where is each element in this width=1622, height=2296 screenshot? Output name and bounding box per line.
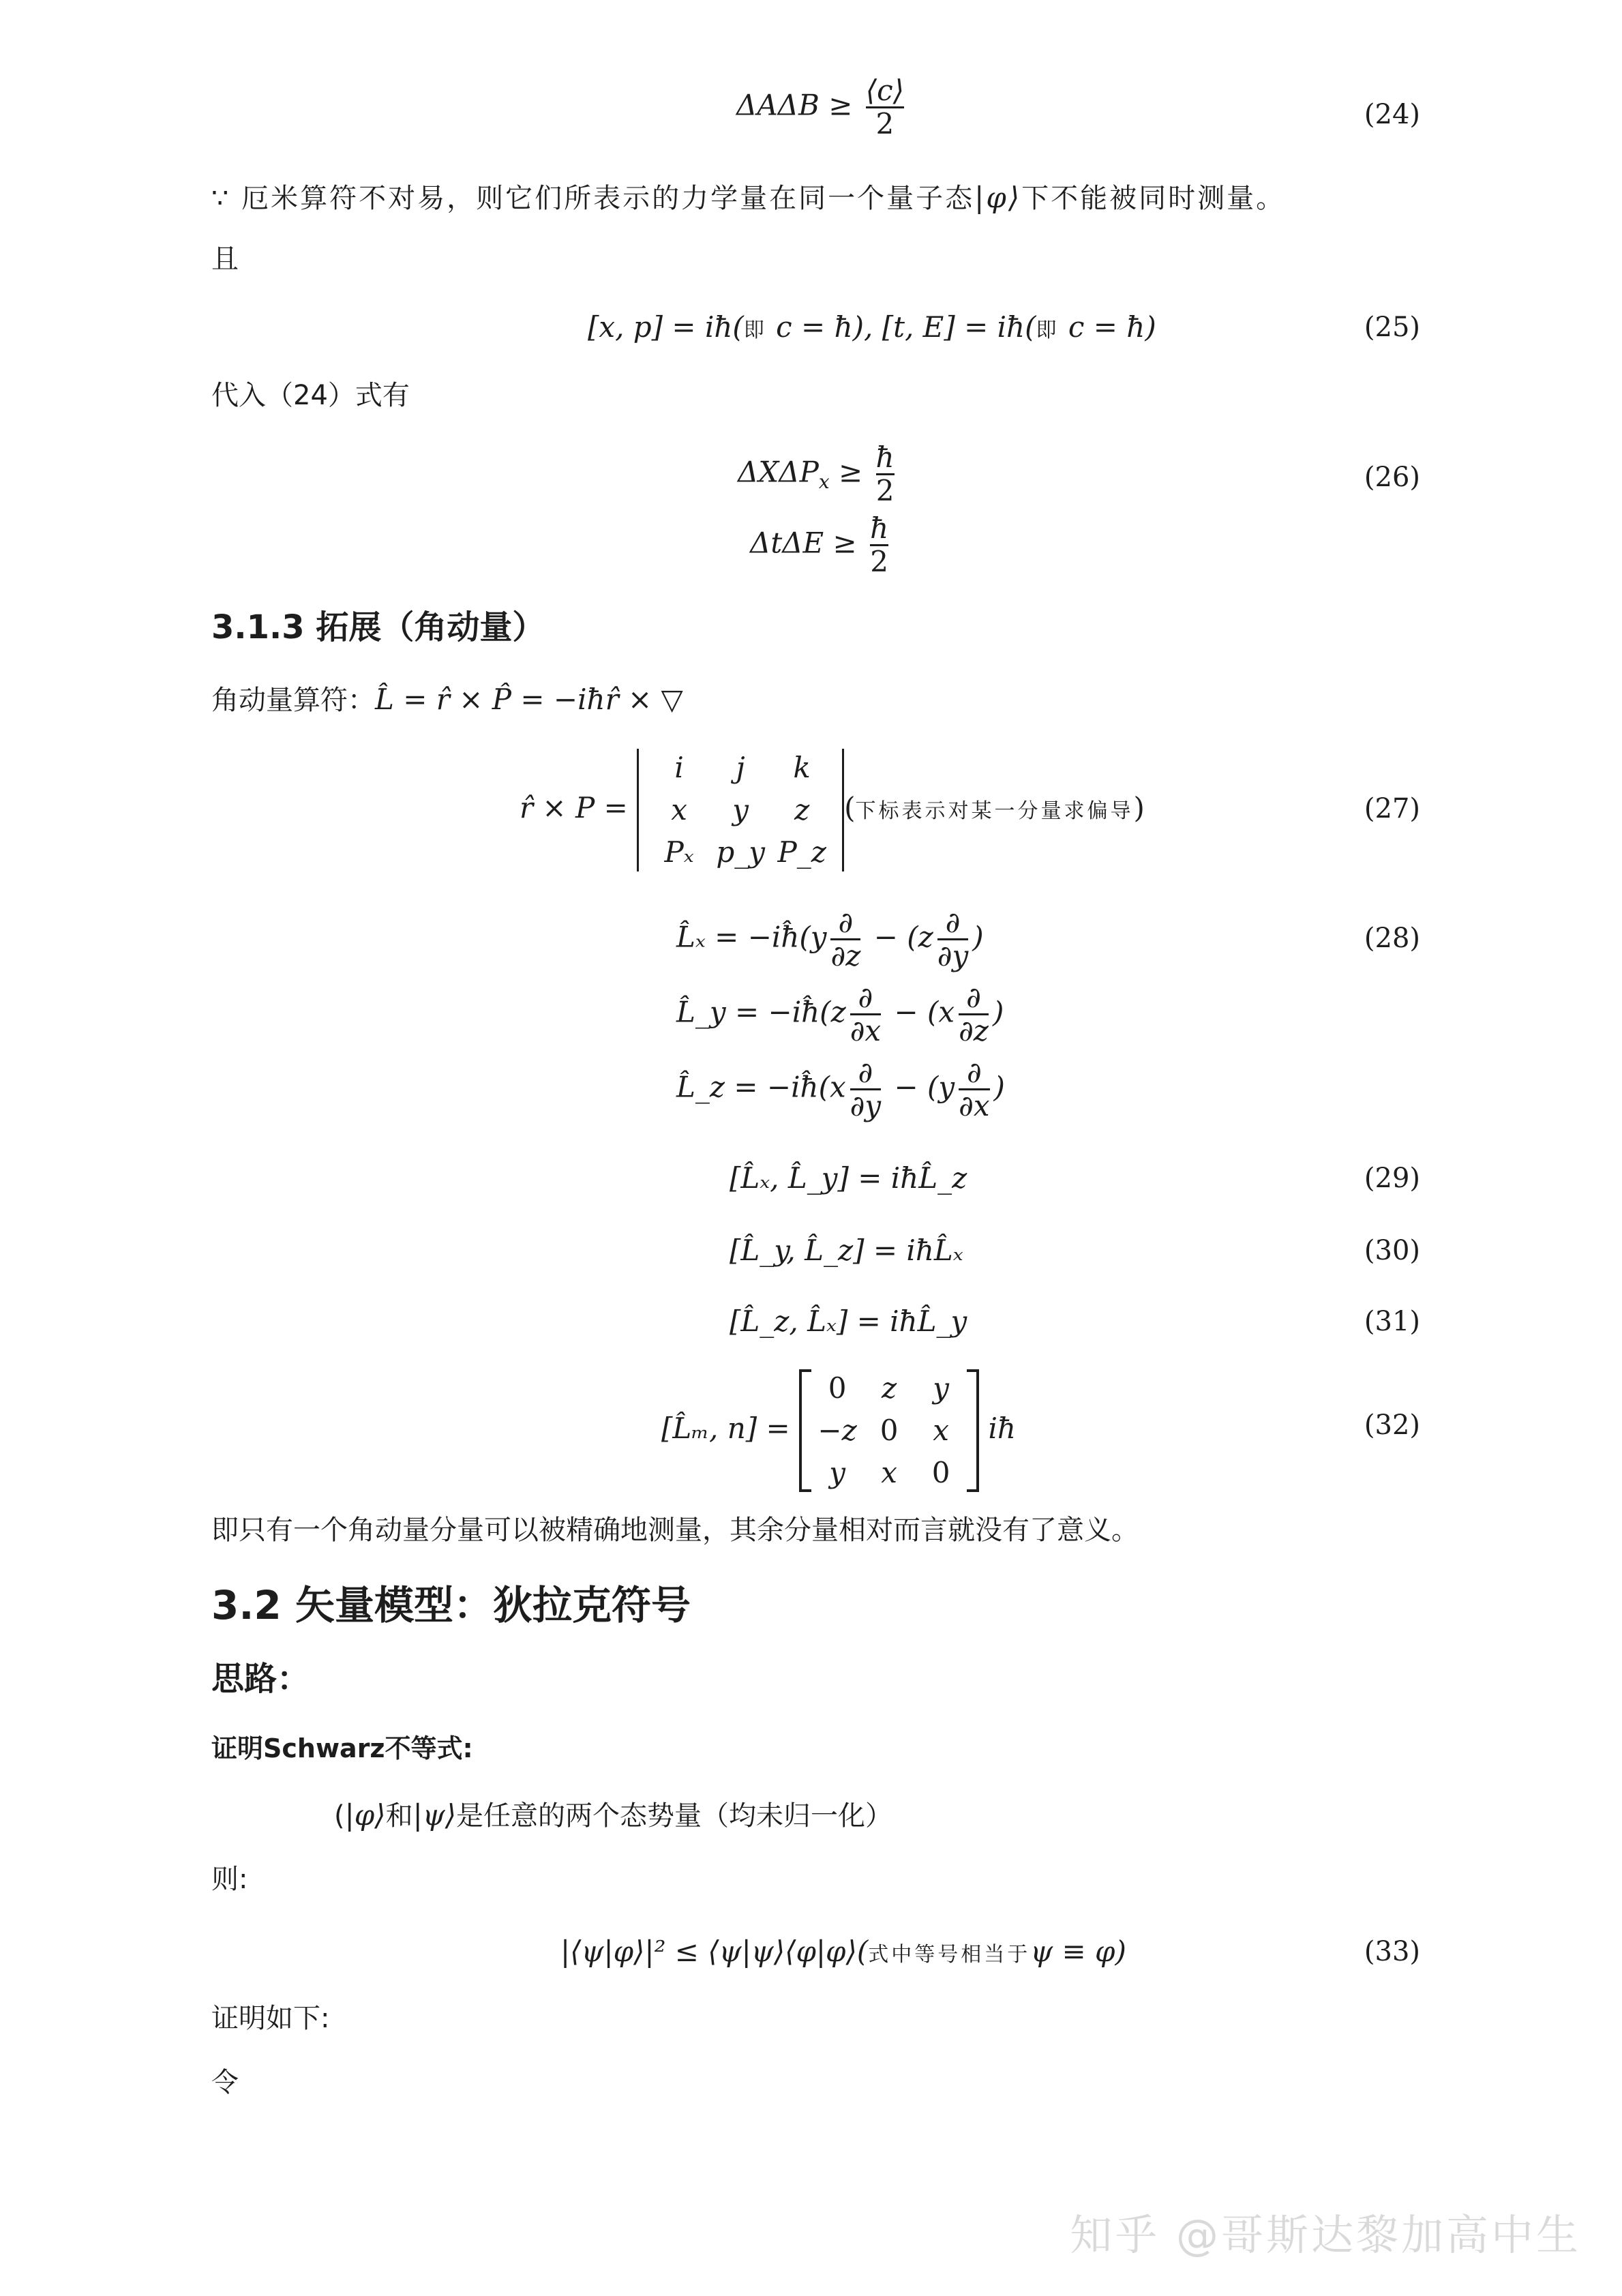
eq33-formula: |⟨ψ|φ⟩|² ≤ ⟨ψ|ψ⟩⟨φ|φ⟩( [560, 1935, 869, 1968]
eq28-partial: ∂ [838, 906, 854, 939]
eq27-cell: i [674, 751, 684, 784]
eq26-fraction-2 [870, 513, 888, 578]
eq32-cell: y [829, 1456, 845, 1489]
para6-ket-psi: |ψ⟩ [412, 1798, 457, 1832]
equation-number-25: (25) [1364, 312, 1420, 343]
eq26-denominator-1: 2 [875, 474, 895, 507]
eq32-cell: 0 [880, 1414, 899, 1447]
eq27-cell: Pₓ [664, 835, 694, 869]
eq26-l1: ΔXΔP [738, 455, 819, 489]
heading-3-2: 3.2 矢量模型：狄拉克符号 [211, 1582, 691, 1628]
eq32-rhs: iħ [988, 1412, 1016, 1445]
eq27-cell: p_y [716, 835, 765, 869]
equation-26-line-2 [750, 513, 892, 578]
eq24-fraction [866, 75, 904, 140]
eq28-l3-end: ) [993, 1070, 1005, 1104]
eq26-l1-sub: x [818, 470, 830, 493]
eq25-part-end: c = ħ) [1059, 310, 1156, 344]
eq26-numerator-2: ħ [870, 511, 889, 545]
equation-33 [560, 1933, 1126, 1974]
eq28-partial: ∂ [966, 1056, 982, 1089]
equation-28-line-3 [676, 1057, 1005, 1122]
eq28-l3-d2: ∂x [959, 1089, 990, 1122]
equation-31: [L̂_z, L̂ₓ] = iħL̂_y [730, 1304, 967, 1338]
equation-number-31: (31) [1364, 1306, 1420, 1337]
paragraph-conclusion: 即只有一个角动量分量可以被精确地测量，其余分量相对而言就没有了意义。 [211, 1515, 1139, 1546]
eq28-l3-lhs: L̂_z = −iħ̂(x [676, 1070, 846, 1104]
eq28-l3-frac-2 [959, 1057, 989, 1122]
eq26-denominator-2: 2 [870, 545, 888, 578]
heading-schwarz-proof: 证明Schwarz不等式: [211, 1733, 473, 1763]
eq28-l2-end: ) [992, 995, 1004, 1029]
equation-25 [588, 308, 1156, 350]
eq28-partial: ∂ [858, 981, 873, 1014]
eq28-l2-lhs: L̂_y = −iħ̂(z [676, 995, 846, 1029]
eq32-cell: x [933, 1414, 949, 1447]
eq28-l1-end: ) [972, 920, 984, 954]
equation-number-33: (33) [1364, 1936, 1420, 1967]
eq28-l1-frac-2 [937, 907, 968, 972]
eq26-l1-rel: ≥ [829, 455, 863, 489]
eq26-l2: ΔtΔE ≥ [750, 526, 857, 560]
eq28-l1-d1: ∂z [830, 939, 861, 972]
eq25-note-a: 即 [743, 318, 767, 342]
paragraph-hermitian [211, 179, 1285, 218]
eq27-cell: k [793, 751, 811, 784]
eq28-l2-frac-1 [850, 982, 881, 1047]
equation-number-28: (28) [1364, 923, 1420, 954]
equation-number-32: (32) [1364, 1410, 1420, 1441]
eq26-numerator-1: ħ [875, 441, 895, 474]
eq28-partial: ∂ [858, 1056, 873, 1089]
para6-open: ( [334, 1800, 345, 1832]
paragraph-then: 则: [211, 1864, 248, 1895]
eq25-part-a: [x, p] = iħ( [588, 310, 744, 344]
paragraph-state-vectors [334, 1796, 892, 1835]
eq28-l1-mid: − (z [865, 920, 933, 954]
eq28-l1-frac-1 [830, 907, 860, 972]
eq24-denominator: 2 [866, 106, 904, 140]
paragraph-let: 令 [211, 2067, 239, 2098]
equation-28-line-1 [676, 907, 984, 972]
eq32-matrix [799, 1369, 979, 1492]
eq32-cell: x [881, 1456, 897, 1489]
eq28-partial: ∂ [945, 906, 961, 939]
eq24-numerator: ⟨c⟩ [865, 74, 905, 107]
watermark: 知乎 @哥斯达黎加高中生 [1070, 2210, 1581, 2260]
heading-3-1-3: 3.1.3 拓展（角动量） [211, 608, 545, 646]
para4-formula: L̂ = r̂ × P̂ = −iħr̂ × ▽ [375, 683, 683, 716]
eq28-l1-d2: ∂y [937, 939, 969, 972]
equation-number-29: (29) [1364, 1163, 1420, 1194]
equation-30: [L̂_y, L̂_z] = iħL̂ₓ [730, 1234, 963, 1267]
eq26-fraction-1 [876, 442, 895, 507]
eq28-l2-d1: ∂x [850, 1014, 882, 1047]
equation-26-line-1 [738, 442, 899, 507]
eq25-part-mid: c = ħ), [t, E] = iħ( [766, 310, 1036, 344]
eq27-determinant [637, 749, 844, 871]
eq28-l3-mid: − (y [885, 1070, 955, 1104]
equation-32 [661, 1369, 1016, 1492]
eq32-cell: 0 [931, 1456, 950, 1489]
eq28-l2-mid: − (x [885, 995, 955, 1029]
eq24-lhs: ΔAΔB ≥ [736, 88, 853, 122]
equation-number-30: (30) [1364, 1235, 1420, 1266]
eq27-cell: j [736, 751, 745, 784]
equation-24 [736, 75, 908, 140]
eq28-l2-d2: ∂z [959, 1014, 989, 1047]
eq32-cell: z [882, 1371, 897, 1405]
paragraph-angular-momentum [211, 681, 683, 719]
paragraph-proof-follows: 证明如下: [211, 2003, 330, 2034]
heading-approach: 思路： [211, 1660, 310, 1698]
para1-state: |φ⟩ [974, 181, 1022, 214]
paragraph-substitute: 代入（24）式有 [211, 380, 410, 411]
eq28-partial: ∂ [966, 981, 981, 1014]
equation-27: r̂ × P = i j k x y z Pₓ p_y P_z (下标表示对某一分量求偏导) [520, 749, 1145, 871]
eq27-lhs: r̂ × P = [520, 791, 628, 824]
eq25-note-b: 即 [1036, 318, 1060, 342]
eq27-cell: z [794, 793, 810, 826]
eq27-cell: y [732, 793, 749, 826]
eq28-l3-d1: ∂y [850, 1089, 882, 1122]
para4-prefix: 角动量算符： [211, 685, 375, 716]
eq33-note: 式中等号相当于 [868, 1943, 1031, 1967]
eq27-note: 下标表示对某一分量求偏导 [855, 799, 1134, 823]
para1-prefix: ∵ 厄米算符不对易，则它们所表示的力学量在同一个量子态 [211, 183, 975, 214]
eq28-l3-frac-1 [850, 1057, 881, 1122]
eq33-cond: ψ ≡ φ) [1030, 1935, 1126, 1968]
para6-rest: 是任意的两个态势量（均未归一化） [456, 1800, 893, 1832]
eq28-l2-frac-2 [959, 982, 989, 1047]
eq27-cell: P_z [777, 835, 826, 869]
equation-number-26: (26) [1364, 462, 1420, 493]
equation-29: [L̂ₓ, L̂_y] = iħL̂_z [730, 1161, 967, 1195]
equation-number-24: (24) [1364, 99, 1420, 130]
para6-and: 和 [385, 1800, 413, 1832]
para6-ket-phi: |φ⟩ [344, 1798, 386, 1832]
equation-28-line-2 [676, 982, 1004, 1047]
eq32-lhs: [L̂ₘ, n] = [661, 1412, 790, 1445]
equation-number-27: (27) [1364, 793, 1420, 824]
eq27-cell: x [671, 793, 687, 826]
para1-suffix: 下不能被同时测量。 [1021, 183, 1286, 214]
eq28-l1-lhs: L̂ₓ = −iħ̂(y [676, 920, 827, 954]
eq32-cell: −z [817, 1414, 857, 1447]
paragraph-and: 且 [211, 243, 239, 275]
eq32-cell: y [933, 1371, 949, 1405]
eq32-cell: 0 [828, 1371, 847, 1405]
